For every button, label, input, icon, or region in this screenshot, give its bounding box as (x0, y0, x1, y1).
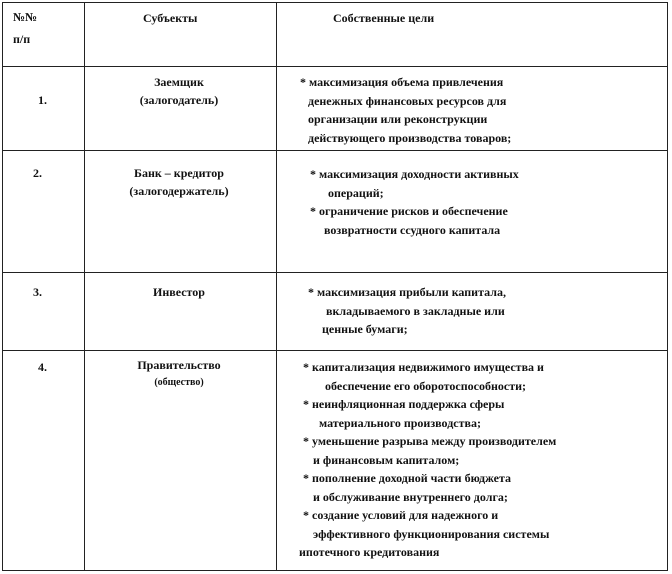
goal-item: и обслуживание внутреннего долга; (313, 489, 508, 504)
border-row1 (2, 150, 668, 151)
goal-item: * максимизация объема привлечения (300, 75, 504, 89)
goal-item: действующего производства товаров; (308, 130, 512, 145)
goal-item: * ограничение рисков и обеспечение (310, 204, 508, 218)
row2-num: 2. (33, 166, 42, 180)
row4-subject: Правительство (137, 358, 221, 372)
goal-item: эффективного функционирования системы (313, 526, 550, 541)
row2-subject-sub: (залогодержатель) (129, 184, 229, 198)
goal-item: операций; (328, 185, 384, 200)
row1-subject-sub: (залогодатель) (139, 93, 219, 107)
goal-item: ипотечного кредитования (299, 545, 440, 559)
border-left (2, 2, 3, 571)
row3-goals (308, 283, 506, 339)
row1-goals (300, 73, 511, 147)
goal-item: обеспечение его оборотоспособности; (325, 378, 527, 393)
row4-subject-sub: (общество) (154, 377, 204, 388)
goal-item: вкладываемого в закладные или (326, 303, 505, 318)
goal-item: * максимизация доходности активных (310, 167, 519, 181)
goal-item: ценные бумаги; (322, 322, 408, 336)
header-subjects: Субъекты (143, 11, 198, 25)
border-top (2, 2, 668, 3)
border-col2 (276, 2, 277, 571)
row2-goals (310, 165, 519, 239)
border-row2 (2, 272, 668, 273)
row2-subject: Банк – кредитор (134, 166, 224, 180)
header-goals: Собственные цели (333, 11, 435, 25)
goal-item: * неинфляционная поддержка сферы (303, 397, 505, 411)
border-right (667, 2, 668, 571)
goal-item: * пополнение доходной части бюджета (303, 471, 512, 485)
goal-item: * уменьшение разрыва между производителем (303, 434, 557, 448)
goal-item: * максимизация прибыли капитала, (308, 285, 506, 299)
goal-item: и финансовым капиталом; (313, 452, 460, 467)
goal-item: материального производства; (319, 415, 481, 430)
goal-item: денежных финансовых ресурсов для (308, 93, 507, 108)
goal-item: * создание условий для надежного и (303, 508, 499, 522)
row4-goals (299, 358, 557, 562)
row4-num: 4. (38, 360, 47, 374)
header-num-line1: №№ (13, 10, 38, 24)
border-row3 (2, 350, 668, 351)
row1-num: 1. (38, 93, 47, 107)
border-header (2, 66, 668, 67)
row3-subject: Инвестор (153, 285, 205, 299)
border-bottom (2, 570, 668, 571)
goal-item: организации или реконструкции (308, 112, 488, 126)
row3-num: 3. (33, 285, 42, 299)
row1-subject: Заемщик (154, 75, 204, 89)
header-num-line2: п/п (13, 32, 31, 46)
goal-item: возвратности ссудного капитала (324, 222, 501, 237)
goal-item: * капитализация недвижимого имущества и (303, 360, 544, 374)
